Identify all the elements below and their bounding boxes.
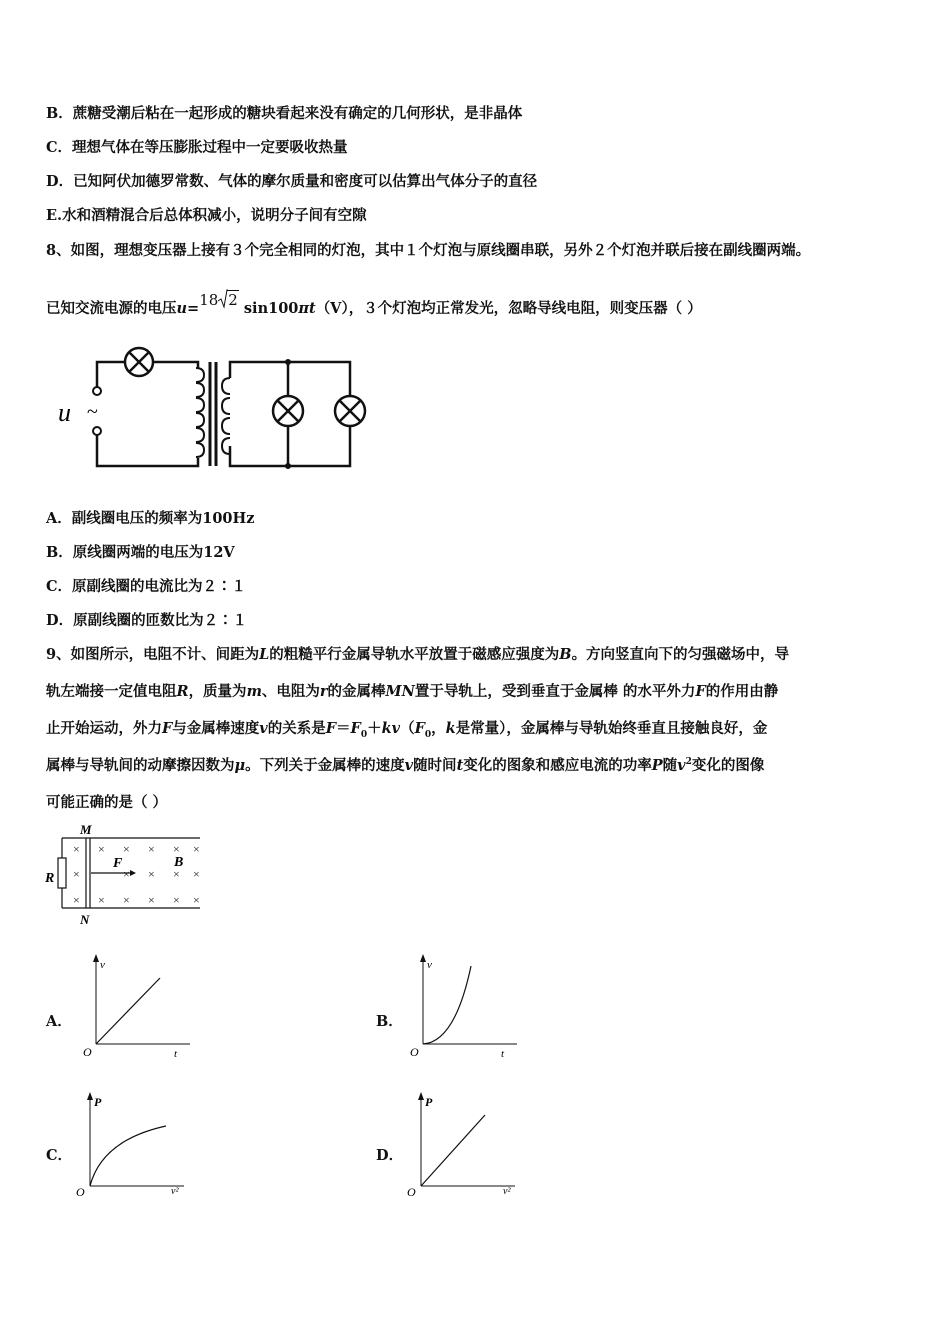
q7-option-e: E.水和酒精混合后总体积减小，说明分子间有空隙	[46, 207, 367, 224]
secondary-lamp-2-icon	[335, 396, 365, 426]
axis-y-label: P	[94, 1095, 102, 1109]
q9-text: 9、如图所示，电阻不计、间距为	[46, 646, 260, 663]
q9-stem-line1	[46, 643, 789, 664]
label-R: R	[45, 871, 55, 886]
curve-d	[421, 1115, 485, 1186]
q9-stem-line4	[46, 754, 764, 775]
svg-text:×: ×	[173, 893, 180, 907]
primary-lamp-icon	[125, 348, 153, 376]
q9-var-k: k	[445, 720, 456, 737]
axis-y-label: P	[425, 1095, 433, 1109]
q9-eq: ＝	[336, 720, 351, 737]
q8-root: 2	[228, 291, 238, 309]
q8-option-d: D．原副线圈的匝数比为２∶１	[46, 612, 248, 629]
q9-var-v: v	[404, 757, 414, 774]
q8-option-a: A．副线圈电压的频率为100Hz	[46, 510, 255, 527]
q9-text: ，	[431, 720, 446, 737]
svg-text:×: ×	[173, 842, 180, 856]
secondary-coil-icon	[222, 378, 230, 454]
curve-c	[90, 1126, 166, 1186]
axis-y-label: v	[100, 959, 105, 971]
q9-text: 的作用由静	[705, 683, 779, 700]
graph-b-v-t-concave-up	[405, 952, 525, 1062]
q9-text: （	[400, 720, 415, 737]
q9-sup-2: 2	[685, 757, 692, 768]
q8-stem-line2	[46, 291, 702, 318]
svg-text:×: ×	[148, 867, 155, 881]
q9-var-P: P	[651, 757, 663, 774]
svg-text:×: ×	[123, 893, 130, 907]
q9-option-d-label: D．	[376, 1147, 404, 1164]
q9-var-t: t	[456, 757, 464, 774]
q8-eq: =	[187, 300, 200, 317]
origin-label: O	[407, 1185, 416, 1199]
q9-sub-0: 0	[360, 729, 368, 740]
q9-stem-line2	[46, 680, 778, 701]
q8-u-var: u	[176, 300, 188, 317]
q8-pi-t: πt	[298, 300, 316, 317]
q7-option-b: B．蔗糖受潮后粘在一起形成的糖块看起来没有确定的几何形状，是非晶体	[46, 105, 523, 122]
q9-stem-line5: 可能正确的是（ ）	[46, 794, 168, 811]
q9-text: ，质量为	[188, 683, 247, 700]
q9-var-F0: F	[414, 720, 425, 737]
q9-var-R: R	[176, 683, 189, 700]
secondary-lamp-1-icon	[273, 396, 303, 426]
svg-text:×: ×	[148, 842, 155, 856]
transformer-circuit-figure	[50, 338, 380, 478]
label-M: M	[80, 822, 92, 837]
q9-var-L: L	[259, 646, 270, 663]
q9-text: 随	[662, 757, 678, 774]
svg-text:×: ×	[193, 842, 200, 856]
q9-text: 与金属棒速度	[172, 720, 260, 737]
resistor-icon	[58, 858, 66, 888]
magnetic-field-crosses	[73, 842, 200, 907]
q9-var-F: F	[162, 720, 173, 737]
q8-sin: sin100	[238, 300, 299, 317]
svg-text:×: ×	[193, 867, 200, 881]
q9-text: 止开始运动，外力	[46, 720, 162, 737]
svg-text:×: ×	[98, 842, 105, 856]
curve-b	[423, 966, 471, 1044]
source-u-label: u	[58, 398, 71, 427]
svg-text:×: ×	[193, 893, 200, 907]
q9-option-c-label: C．	[46, 1147, 73, 1164]
axis-x-label: v²	[503, 1186, 511, 1197]
axis-y-label: v	[427, 959, 432, 971]
q8-stem-line1: 8、如图，理想变压器上接有３个完全相同的灯泡，其中１个灯泡与原线圈串联，另外２个灯泡并联后接在副线圈两端。	[46, 242, 811, 259]
svg-text:×: ×	[98, 893, 105, 907]
q9-var-F0: F	[350, 720, 361, 737]
q7-option-c: C．理想气体在等压膨胀过程中一定要吸收热量	[46, 139, 348, 156]
terminal-top	[93, 387, 101, 395]
q9-text: 随时间	[413, 757, 457, 774]
q8-text: 已知交流电源的电压	[46, 300, 177, 317]
svg-text:×: ×	[73, 867, 80, 881]
q9-text: 。下列关于金属棒的速度	[245, 757, 405, 774]
curve-a	[96, 978, 160, 1044]
q8-amplitude	[199, 291, 239, 309]
origin-label: O	[410, 1045, 419, 1059]
q9-option-b-label: B．	[376, 1013, 403, 1030]
graph-c-P-v2-concave-down	[72, 1090, 192, 1200]
q9-text: 的粗糙平行金属导轨水平放置于磁感应强度为	[269, 646, 560, 663]
q9-stem-line3	[46, 717, 767, 740]
q9-text: 变化的图象和感应电流的功率	[463, 757, 652, 774]
label-F: F	[113, 856, 123, 871]
svg-text:×: ×	[123, 842, 130, 856]
svg-text:×: ×	[73, 842, 80, 856]
q9-text: 置于导轨上，受到垂直于金属棒 的水平外力	[414, 683, 696, 700]
svg-text:×: ×	[73, 893, 80, 907]
rail-magnetic-field-figure	[40, 820, 220, 930]
ac-source-icon: ~	[87, 401, 98, 423]
q9-text: 轨左端接一定值电阻	[46, 683, 177, 700]
label-N: N	[80, 912, 90, 927]
q9-var-m: m	[246, 683, 262, 700]
primary-coil-icon	[196, 368, 204, 457]
q9-var-F: F	[695, 683, 706, 700]
q9-text: 属棒与导轨间的动摩擦因数为	[46, 757, 235, 774]
q9-text: 的关系是	[267, 720, 326, 737]
q9-var-mu: μ	[234, 757, 246, 774]
axis-x-label: t	[501, 1048, 505, 1060]
q9-var-MN: MN	[385, 683, 415, 700]
terminal-bottom	[93, 427, 101, 435]
q9-option-a-label: A．	[46, 1013, 72, 1030]
q9-var-F: F	[325, 720, 337, 737]
graph-d-P-v2-linear	[403, 1090, 523, 1200]
q9-text: 是常量），金属棒与导轨始终垂直且接触良好，金	[455, 720, 768, 737]
svg-text:×: ×	[148, 893, 155, 907]
q8-option-c: C．原副线圈的电流比为２∶１	[46, 578, 247, 595]
origin-label: O	[76, 1185, 85, 1199]
q9-sub-0: 0	[424, 729, 432, 740]
svg-text:×: ×	[173, 867, 180, 881]
svg-text:×: ×	[123, 867, 130, 881]
axis-x-label: v²	[171, 1186, 179, 1197]
graph-a-v-t-linear	[78, 952, 198, 1062]
q9-text: 。方向竖直向下的匀强磁场中，导	[571, 646, 790, 663]
q8-option-b: B．原线圈两端的电压为12V	[46, 544, 235, 561]
q7-option-d: D．已知阿伏加德罗常数、气体的摩尔质量和密度可以估算出气体分子的直径	[46, 173, 538, 190]
axis-x-label: t	[174, 1048, 178, 1060]
q9-text: 、电阻为	[261, 683, 320, 700]
q9-text: 的金属棒	[327, 683, 386, 700]
q9-plus: ＋	[367, 720, 382, 737]
q8-text-post: （V），３个灯泡均正常发光，忽略导线电阻，则变压器（ ）	[315, 300, 702, 317]
label-B: B	[174, 855, 184, 870]
q8-coef: 18	[199, 291, 219, 309]
sqrt-sign-icon	[218, 289, 228, 309]
q9-var-r: r	[319, 683, 328, 700]
q9-var-v: v	[259, 720, 268, 737]
origin-label: O	[83, 1045, 92, 1059]
q9-var-v: v	[677, 757, 686, 774]
q9-text: 变化的图像	[691, 757, 765, 774]
q9-var-kv: kv	[381, 720, 401, 737]
q9-var-B: B	[559, 646, 572, 663]
